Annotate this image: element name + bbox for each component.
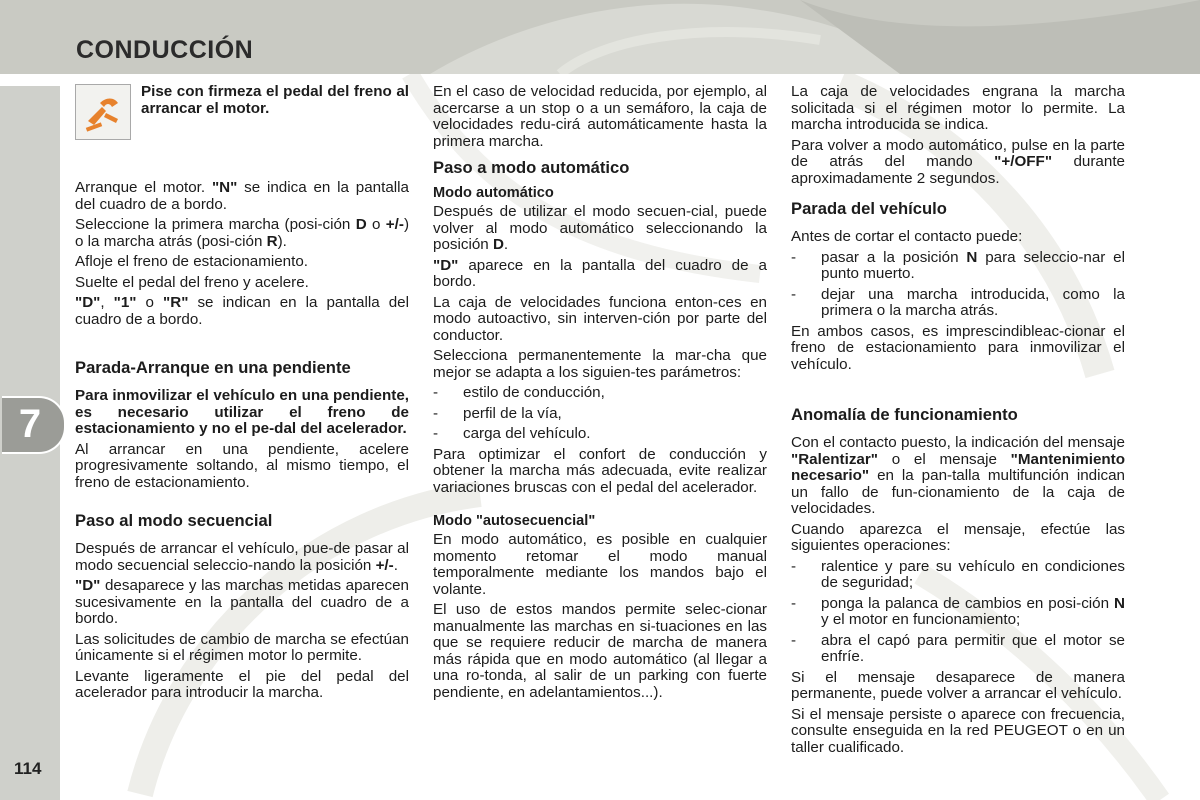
- list-item: - estilo de conducción,: [433, 385, 767, 402]
- paragraph: Suelte el pedal del freno y acelere.: [75, 273, 309, 291]
- paragraph: Después de utilizar el modo secuen-cial, puede volver al modo automático seleccionando la posición D.: [433, 203, 767, 253]
- paragraph: Para volver a modo automático, pulse en la parte de atrás del mando "+/OFF" durante aproximadamente 2 segundos.: [791, 136, 1125, 187]
- chapter-number: 7: [18, 402, 42, 446]
- page-header: [0, 0, 1200, 74]
- paragraph: Con el contacto puesto, la indicación del mensaje "Ralentizar" o el mensaje "Mantenimiento necesario" en la pan-talla multifunción indican un fallo de fun-cionamiento de la caja de velocidades.: [791, 434, 1125, 517]
- foot-on-brake-pedal-icon: [75, 84, 131, 140]
- paragraph: Cuando aparezca el mensaje, efectúe las siguientes operaciones:: [791, 520, 1125, 554]
- paragraph: Arranque el motor. "N" se indica en la pantalla del cuadro de a bordo.: [75, 179, 409, 213]
- list-item: - carga del vehículo.: [433, 426, 767, 443]
- warning-text: Pise con firmeza el pedal del freno al arrancar el motor.: [141, 83, 409, 117]
- paragraph: Levante ligeramente el pie del pedal del acelerador para introducir la marcha.: [75, 667, 409, 701]
- paragraph: La caja de velocidades engrana la marcha solicitada si el régimen motor lo permite. La marcha introducida se indica.: [791, 83, 1125, 133]
- paragraph: Después de arrancar el vehículo, pue-de pasar al modo secuencial seleccio-nando la posición +/-.: [75, 540, 409, 574]
- paragraph: El uso de estos mandos permite selec-cionar manualmente las marchas en si-tuaciones en las que se requiere reducir de marcha de manera más rápida que en modo automático (al llegar a una ro-tonda, al salir de un parking con fuerte pendiente, en adelantamientos...).: [433, 601, 767, 701]
- paragraph: "D" aparece en la pantalla del cuadro de a bordo.: [433, 256, 767, 290]
- column-3: [791, 84, 1125, 760]
- section-heading: Anomalía de funcionamiento: [791, 405, 1018, 424]
- page-title: CONDUCCIÓN: [76, 36, 254, 64]
- section-heading: Parada del vehículo: [791, 199, 947, 218]
- section-heading: Paso a modo automático: [433, 158, 630, 177]
- section-heading: Parada-Arranque en una pendiente: [75, 358, 351, 377]
- paragraph: En el caso de velocidad reducida, por ejemplo, al acercarse a un stop o a un semáforo, la caja de velocidades redu-cirá automáticamente hasta la primera marcha.: [433, 83, 767, 150]
- paragraph: Antes de cortar el contacto puede:: [791, 228, 1023, 245]
- paragraph: La caja de velocidades funciona enton-ces en modo autoactivo, sin interven-ción por parte del conductor.: [433, 293, 767, 344]
- subsection-heading: Modo "autosecuencial": [433, 513, 596, 529]
- paragraph: En ambos casos, es imprescindibleac-cionar el freno de estacionamiento para inmovilizar el vehículo.: [791, 322, 1125, 373]
- paragraph: Al arrancar en una pendiente, acelere progresivamente soltando, al mismo tiempo, el freno de estacionamiento.: [75, 440, 409, 491]
- chapter-tab[interactable]: [2, 396, 66, 454]
- column-1: [75, 84, 409, 706]
- paragraph: Para optimizar el confort de conducción y obtener la marcha más adecuada, evite realizar variaciones bruscas con el pedal del acelerador.: [433, 445, 767, 496]
- stop-options-list: [791, 250, 1125, 320]
- paragraph: Selecciona permanentemente la mar-cha que mejor se adapta a los siguien-tes parámetros:: [433, 347, 767, 381]
- paragraph: Para inmovilizar el vehículo en una pendiente, es necesario utilizar el freno de estacionamiento y no el pe-dal del acelerador.: [75, 387, 409, 437]
- paragraph: "D" desaparece y las marchas metidas aparecen sucesivamente en la pantalla del cuadro de a bordo.: [75, 577, 409, 627]
- warning-note: [75, 84, 409, 140]
- list-item: - abra el capó para permitir que el motor se enfríe.: [791, 633, 1125, 666]
- column-2: [433, 84, 767, 705]
- paragraph: Si el mensaje desaparece de manera permanente, puede volver a arrancar el vehículo.: [791, 668, 1125, 702]
- paragraph: Seleccione la primera marcha (posi-ción D o +/-) o la marcha atrás (posi-ción R).: [75, 216, 409, 250]
- list-item: - perfil de la vía,: [433, 406, 767, 423]
- page-number: 114: [14, 759, 42, 778]
- operations-list: [791, 559, 1125, 666]
- paragraph: Las solicitudes de cambio de marcha se efectúan únicamente si el régimen motor lo permite.: [75, 630, 409, 664]
- list-item: - ponga la palanca de cambios en posi-ción N y el motor en funcionamiento;: [791, 596, 1125, 629]
- subsection-heading: Modo automático: [433, 185, 554, 201]
- section-heading: Paso al modo secuencial: [75, 511, 273, 530]
- list-item: - pasar a la posición N para seleccio-nar el punto muerto.: [791, 250, 1125, 283]
- paragraph: En modo automático, es posible en cualquier momento retomar el modo manual temporalmente mediante los mandos bajo el volante.: [433, 531, 767, 598]
- list-item: - dejar una marcha introducida, como la primera o la marcha atrás.: [791, 287, 1125, 320]
- parameter-list: [433, 385, 767, 443]
- list-item: - ralentice y pare su vehículo en condiciones de seguridad;: [791, 559, 1125, 592]
- paragraph: Afloje el freno de estacionamiento.: [75, 253, 309, 270]
- paragraph: Si el mensaje persiste o aparece con frecuencia, consulte enseguida en la red PEUGEOT o en un taller cualificado.: [791, 705, 1125, 756]
- paragraph: "D", "1" o "R" se indican en la pantalla del cuadro de a bordo.: [75, 294, 409, 328]
